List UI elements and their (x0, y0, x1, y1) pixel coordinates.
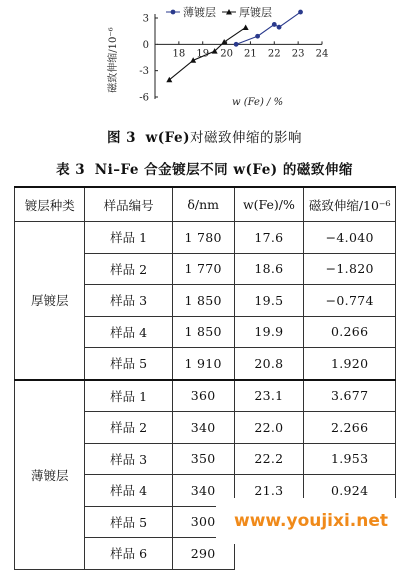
figure-label: 图 3 (106, 130, 137, 146)
table-row (15, 380, 396, 412)
sample-id-cell: 样品 4 (85, 316, 172, 348)
fe-cell: 17.6 (234, 222, 304, 254)
y-tick-label: -3 (139, 66, 149, 78)
thickness-cell: 350 (172, 443, 234, 475)
group-cell: 薄镀层 (15, 380, 85, 570)
legend-label: 薄镀层 (183, 6, 216, 19)
group-cell: 厚镀层 (15, 222, 85, 380)
legend-marker (171, 10, 176, 15)
chart-marks (166, 10, 303, 83)
fe-cell: 21.3 (234, 475, 304, 507)
magnetostriction-cell: 0.924 (304, 475, 396, 507)
figure-caption-text: 对磁致伸缩的影响 (190, 130, 303, 146)
header-fe-content: w(Fe)/% (234, 187, 304, 222)
thickness-cell: 360 (172, 380, 234, 412)
header-coating-type: 镀层种类 (15, 187, 85, 222)
data-point (272, 22, 277, 27)
y-tick-label: -6 (139, 92, 149, 104)
thickness-cell: 1 780 (172, 222, 234, 254)
sample-id-cell: 样品 1 (85, 222, 172, 254)
data-point (277, 25, 282, 30)
x-tick-label: 18 (172, 48, 186, 60)
header-magnetostriction: 磁致伸缩/10⁻⁶ (304, 187, 396, 222)
x-tick-label: 19 (196, 48, 210, 60)
thickness-cell: 340 (172, 412, 234, 444)
thickness-cell: 1 850 (172, 285, 234, 317)
magnetostriction-cell: −4.040 (304, 222, 396, 254)
fe-cell: 23.1 (234, 380, 304, 412)
magnetostriction-cell: −0.774 (304, 285, 396, 317)
magnetostriction-cell: 1.953 (304, 443, 396, 475)
fe-cell: 19.5 (234, 285, 304, 317)
sample-id-cell: 样品 2 (85, 253, 172, 285)
y-axis-label: 磁致伸缩/10⁻⁶ (108, 27, 119, 93)
chart-axes (139, 14, 328, 104)
x-tick-label: 21 (244, 48, 257, 60)
x-tick-label: 23 (291, 48, 305, 60)
fe-cell: 20.8 (234, 348, 304, 380)
y-tick-label: 3 (142, 13, 149, 25)
site-watermark: www.youjixi.net (216, 498, 409, 544)
sample-id-cell: 样品 2 (85, 412, 172, 444)
fe-cell: 18.6 (234, 253, 304, 285)
data-point (234, 42, 239, 47)
thickness-cell: 1 770 (172, 253, 234, 285)
header-sample-id: 样品编号 (85, 187, 172, 222)
table-header-row (15, 187, 396, 222)
sample-id-cell: 样品 1 (85, 380, 172, 412)
table-row (15, 222, 396, 254)
thickness-cell: 1 910 (172, 348, 234, 380)
sample-id-cell: 样品 6 (85, 538, 172, 570)
thickness-cell: 340 (172, 475, 234, 507)
data-point (298, 10, 303, 15)
data-point (243, 24, 249, 30)
table-label: 表 3 (56, 162, 86, 178)
thickness-cell: 290 (172, 538, 234, 570)
magnetostriction-cell: 1.920 (304, 348, 396, 380)
table-caption (0, 158, 409, 178)
fe-cell: 22.0 (234, 412, 304, 444)
figure-caption-symbol: w(Fe) (145, 130, 191, 146)
thickness-cell: 300 (172, 506, 234, 538)
magnetostriction-cell: 3.677 (304, 380, 396, 412)
sample-id-cell: 样品 3 (85, 285, 172, 317)
magnetostriction-cell: −1.820 (304, 253, 396, 285)
fe-cell: 22.2 (234, 443, 304, 475)
fe-magnetostriction-chart (0, 0, 409, 118)
x-tick-label: 24 (315, 48, 329, 60)
thickness-cell: 1 850 (172, 316, 234, 348)
sample-id-cell: 样品 4 (85, 475, 172, 507)
fe-cell: 19.9 (234, 316, 304, 348)
legend-label: 厚镀层 (239, 6, 272, 19)
x-tick-label: 22 (267, 48, 281, 60)
x-axis-label: w (Fe) / % (232, 97, 284, 108)
y-tick-label: 0 (142, 39, 149, 51)
data-point (255, 34, 260, 39)
table-caption-text: Ni–Fe 合金镀层不同 w(Fe) 的磁致伸缩 (94, 162, 353, 178)
sample-id-cell: 样品 5 (85, 506, 172, 538)
chart-legend (166, 5, 272, 19)
magnetostriction-cell: 0.266 (304, 316, 396, 348)
header-thickness: δ/nm (172, 187, 234, 222)
magnetostriction-cell: 2.266 (304, 412, 396, 444)
data-point (190, 57, 196, 63)
figure-caption (0, 126, 409, 146)
sample-id-cell: 样品 3 (85, 443, 172, 475)
x-tick-label: 20 (220, 48, 233, 60)
sample-id-cell: 样品 5 (85, 348, 172, 380)
